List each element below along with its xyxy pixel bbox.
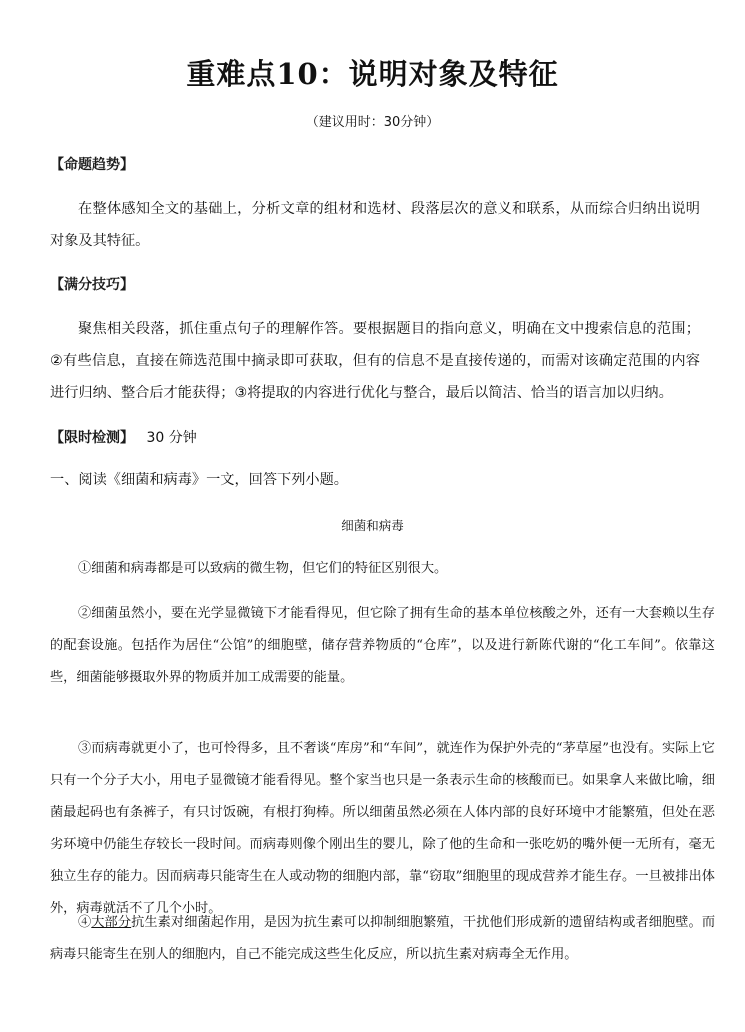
article-paragraph-1: ①细菌和病毒都是可以致病的微生物，但它们的特征区别很大。 [78, 561, 448, 576]
paragraph-text: 抗生素对细菌起作用，是因为抗生素可以抑制细胞繁殖，干扰他们形成新的遗留结构或者细胞壁。而病毒只能寄生在别人的细胞内，自己不能完成这些生化反应，所以抗生素对病毒全无作用。 [50, 915, 716, 962]
page-title: 重难点10：说明对象及特征 [186, 57, 559, 91]
section-heading-trend: 【命题趋势】 [50, 157, 134, 173]
test-label: 【限时检测】 [50, 430, 134, 446]
paragraph-number: ④ [78, 915, 92, 930]
section-heading-test [50, 427, 197, 447]
trend-paragraph: 在整体感知全文的基础上，分析文章的组材和选材、段落层次的意义和联系，从而综合归纳出说明对象及其特征。 [50, 201, 700, 249]
skills-paragraph: 聚焦相关段落，抓住重点句子的理解作答。要根据题目的指向意义，明确在文中搜索信息的范围；②有些信息，直接在筛选范围中摘录即可获取，但有的信息不是直接传递的，而需对该确定范围的内容进行归纳、整合后才能获得；③将提取的内容进行优化与整合，最后以简洁、恰当的语言加以归纳。 [50, 321, 700, 401]
article-paragraph-3: ③而病毒就更小了，也可怜得多，且不奢谈“库房”和“车间”，就连作为保护外壳的“茅草屋”也没有。实际上它只有一个分子大小，用电子显微镜才能看得见。整个家当也只是一条表示生命的核酸而已。如果拿人来做比喻，细菌最起码也有条裤子，有只讨饭碗，有根打狗棒。所以细菌虽然必须在人体内部的良好环境中才能繁殖，但处在恶劣环境中仍能生存较长一段时间。而病毒则像个刚出生的婴儿，除了他的生命和一张吃奶的嘴外便一无所有，毫无独立生存的能力。因而病毒只能寄生在人或动物的细胞内部，靠“窃取”细胞里的现成营养才能生存。一旦被排出体外，病毒就活不了几个小时。 [50, 741, 715, 916]
test-time: 30 分钟 [146, 430, 197, 446]
underlined-phrase: 大部分 [91, 915, 132, 930]
question-prompt: 一、阅读《细菌和病毒》一文，回答下列小题。 [50, 472, 348, 488]
suggested-time: （建议用时：30分钟） [305, 115, 440, 130]
article-title: 细菌和病毒 [341, 518, 404, 533]
article-paragraph-4 [50, 907, 715, 971]
section-heading-skills: 【满分技巧】 [50, 277, 134, 293]
article-paragraph-2: ②细菌虽然小，要在光学显微镜下才能看得见，但它除了拥有生命的基本单位核酸之外，还有一大套赖以生存的配套设施。包括作为居住“公馆”的细胞壁，储存营养物质的“仓库”，以及进行新陈代谢的“化工车间”。依靠这些，细菌能够摄取外界的物质并加工成需要的能量。 [50, 606, 715, 685]
